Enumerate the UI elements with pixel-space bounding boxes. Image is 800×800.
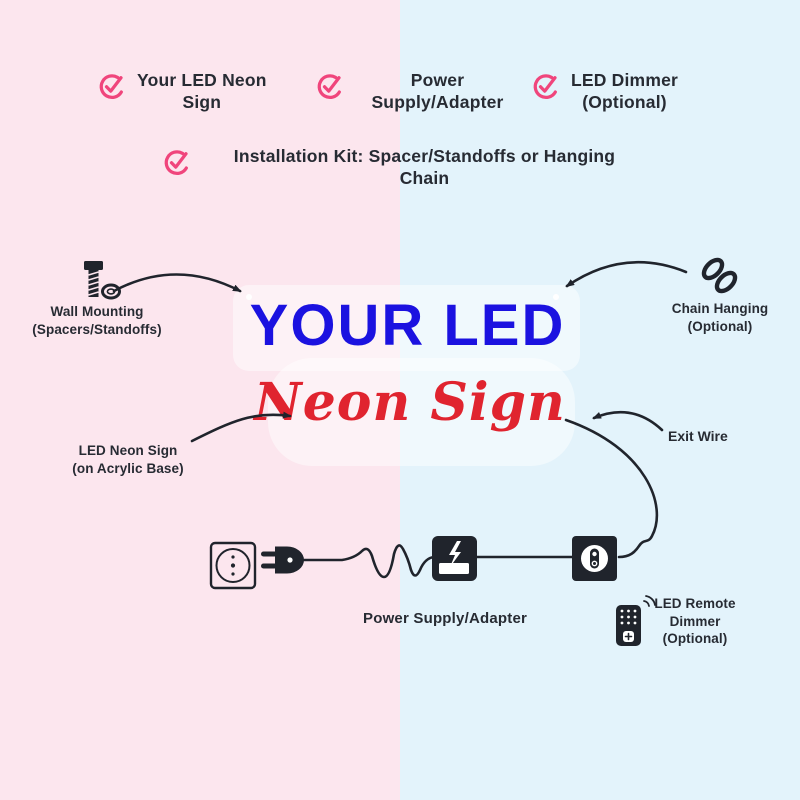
adapter-icon xyxy=(432,536,477,581)
checklist-item-power-supply xyxy=(315,70,520,114)
power-cord xyxy=(304,545,434,577)
chain-hanging-label: Chain Hanging (Optional) xyxy=(671,301,769,334)
arrow-wall-mounting xyxy=(114,275,240,292)
checklist-label: Your LED Neon xyxy=(137,70,267,90)
checklist-label: LED Dimmer xyxy=(571,70,679,90)
checklist-item-neon-sign xyxy=(97,70,267,114)
check-circle-icon xyxy=(531,71,561,101)
sign-text-line2: Neon Sign xyxy=(254,372,566,433)
check-circle-icon xyxy=(315,71,345,101)
exit-wire-label: Exit Wire xyxy=(668,428,728,444)
checklist-label: (Optional) xyxy=(582,91,667,112)
checklist-label: Sign xyxy=(182,91,222,112)
arrow-chain-hanging xyxy=(567,262,686,286)
checklist-label: Installation Kit: Spacer/Standoffs or Hanging xyxy=(233,146,616,166)
checklist-item-led-dimmer xyxy=(531,70,678,114)
exit-wire xyxy=(566,420,657,557)
wall-mounting-label: Wall Mounting (Spacers/Standoffs) xyxy=(32,304,162,337)
checklist-label: Power xyxy=(410,70,465,90)
chain-link-icon xyxy=(701,257,739,295)
wall-socket-icon xyxy=(211,543,255,588)
arrow-exit-wire xyxy=(594,412,662,430)
dimmer-icon xyxy=(572,536,617,581)
checklist-item-installation-kit xyxy=(162,146,647,190)
power-supply-label: Power Supply/Adapter xyxy=(363,610,528,627)
sign-text-line1: YOUR LED xyxy=(249,293,566,358)
check-circle-icon xyxy=(97,71,127,101)
screw-standoff-icon xyxy=(84,261,120,298)
checklist-label: Supply/Adapter xyxy=(371,91,504,112)
led-remote-dimmer-label: LED Remote Dimmer (Optional) xyxy=(654,596,736,647)
led-neon-sign-label: LED Neon Sign (on Acrylic Base) xyxy=(72,443,184,476)
plug-icon xyxy=(261,547,304,574)
check-circle-icon xyxy=(162,147,192,177)
checklist-label: Chain xyxy=(399,167,450,188)
